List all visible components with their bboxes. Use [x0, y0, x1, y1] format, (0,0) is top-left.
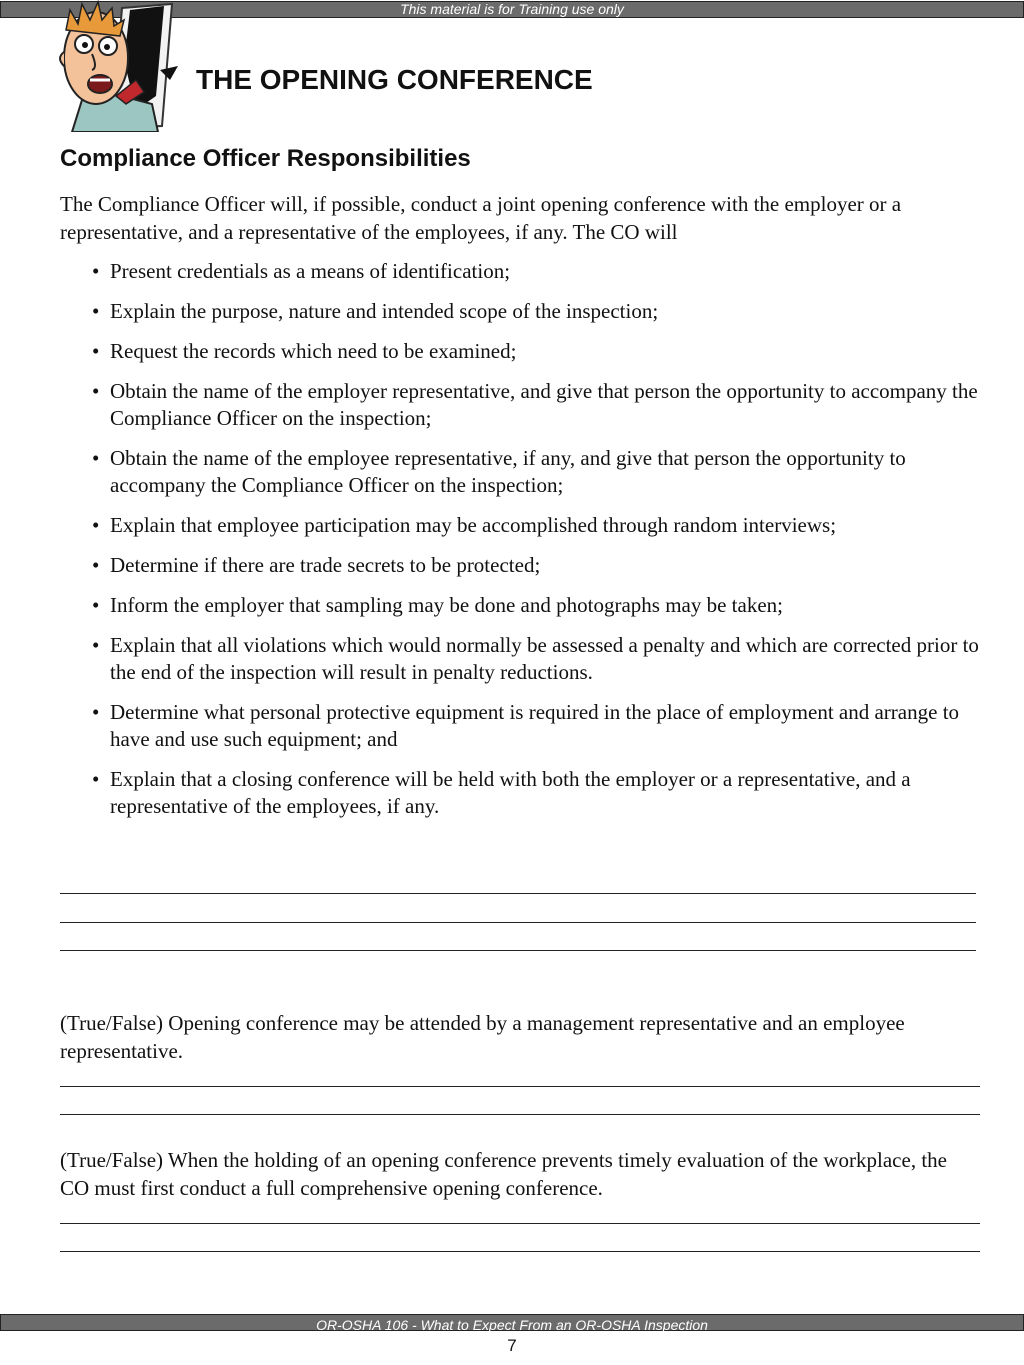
list-item [92, 699, 992, 753]
bullet-icon: • [92, 339, 100, 363]
list-item [92, 378, 992, 432]
list-item [92, 445, 992, 499]
bullet-icon: • [92, 299, 100, 323]
question-2: (True/False) When the holding of an opening conference prevents timely evaluation of the workplace, the CO must first conduct a full comprehensive opening conference. [60, 1148, 947, 1200]
list-item [92, 258, 992, 285]
surprised-cartoon-man-icon [52, 0, 187, 132]
list-item [92, 766, 992, 820]
notes-line[interactable] [60, 893, 976, 894]
bullet-icon: • [92, 259, 100, 283]
intro-paragraph: The Compliance Officer will, if possible, conduct a joint opening conference with the employer or a representative, and a representative of the employees, if any. The CO will [60, 192, 902, 244]
list-item-text: Obtain the name of the employer representative, and give that person the opportunity to accompany the Compliance Officer on the inspection; [110, 379, 978, 430]
list-item-text: Explain that a closing conference will be held with both the employer or a representative, and a representative of the employees, if any. [110, 767, 911, 818]
list-item [92, 338, 992, 365]
answer-line[interactable] [60, 1086, 980, 1087]
bullet-icon: • [92, 633, 100, 657]
list-item-text: Obtain the name of the employee representative, if any, and give that person the opportunity to accompany the Compliance Officer on the inspection; [110, 446, 906, 497]
bullet-icon: • [92, 767, 100, 791]
bullet-icon: • [92, 446, 100, 470]
answer-line[interactable] [60, 1223, 980, 1224]
notes-line[interactable] [60, 950, 976, 951]
answer-line[interactable] [60, 1251, 980, 1252]
list-item [92, 552, 992, 579]
page-title: THE OPENING CONFERENCE [196, 64, 593, 95]
section-heading: Compliance Officer Responsibilities [60, 145, 471, 172]
top-banner: This material is for Training use only [0, 1, 1024, 18]
notes-line[interactable] [60, 922, 976, 923]
question-1: (True/False) Opening conference may be attended by a management representative and an employee representative. [60, 1011, 905, 1063]
list-item-text: Explain the purpose, nature and intended scope of the inspection; [110, 299, 659, 323]
list-item [92, 632, 992, 686]
page-number: 7 [507, 1336, 517, 1355]
bullet-icon: • [92, 593, 100, 617]
list-item-text: Inform the employer that sampling may be done and photographs may be taken; [110, 593, 783, 617]
list-item-text: Determine what personal protective equipment is required in the place of employment and arrange to have and use such equipment; and [110, 700, 960, 751]
footer-banner: OR-OSHA 106 - What to Expect From an OR-OSHA Inspection [0, 1314, 1024, 1331]
list-item-text: Explain that employee participation may be accomplished through random interviews; [110, 513, 837, 537]
list-item [92, 592, 992, 619]
list-item [92, 298, 992, 325]
list-item-text: Request the records which need to be examined; [110, 339, 517, 363]
list-item-text: Present credentials as a means of identification; [110, 259, 511, 283]
answer-line[interactable] [60, 1114, 980, 1115]
list-item-text: Determine if there are trade secrets to be protected; [110, 553, 541, 577]
list-item-text: Explain that all violations which would normally be assessed a penalty and which are corrected prior to the end of the inspection will result in penalty reductions. [110, 633, 979, 684]
bullet-icon: • [92, 553, 100, 577]
bullet-icon: • [92, 379, 100, 403]
bullet-icon: • [92, 513, 100, 537]
responsibilities-list [92, 258, 992, 833]
list-item [92, 512, 992, 539]
bullet-icon: • [92, 700, 100, 724]
